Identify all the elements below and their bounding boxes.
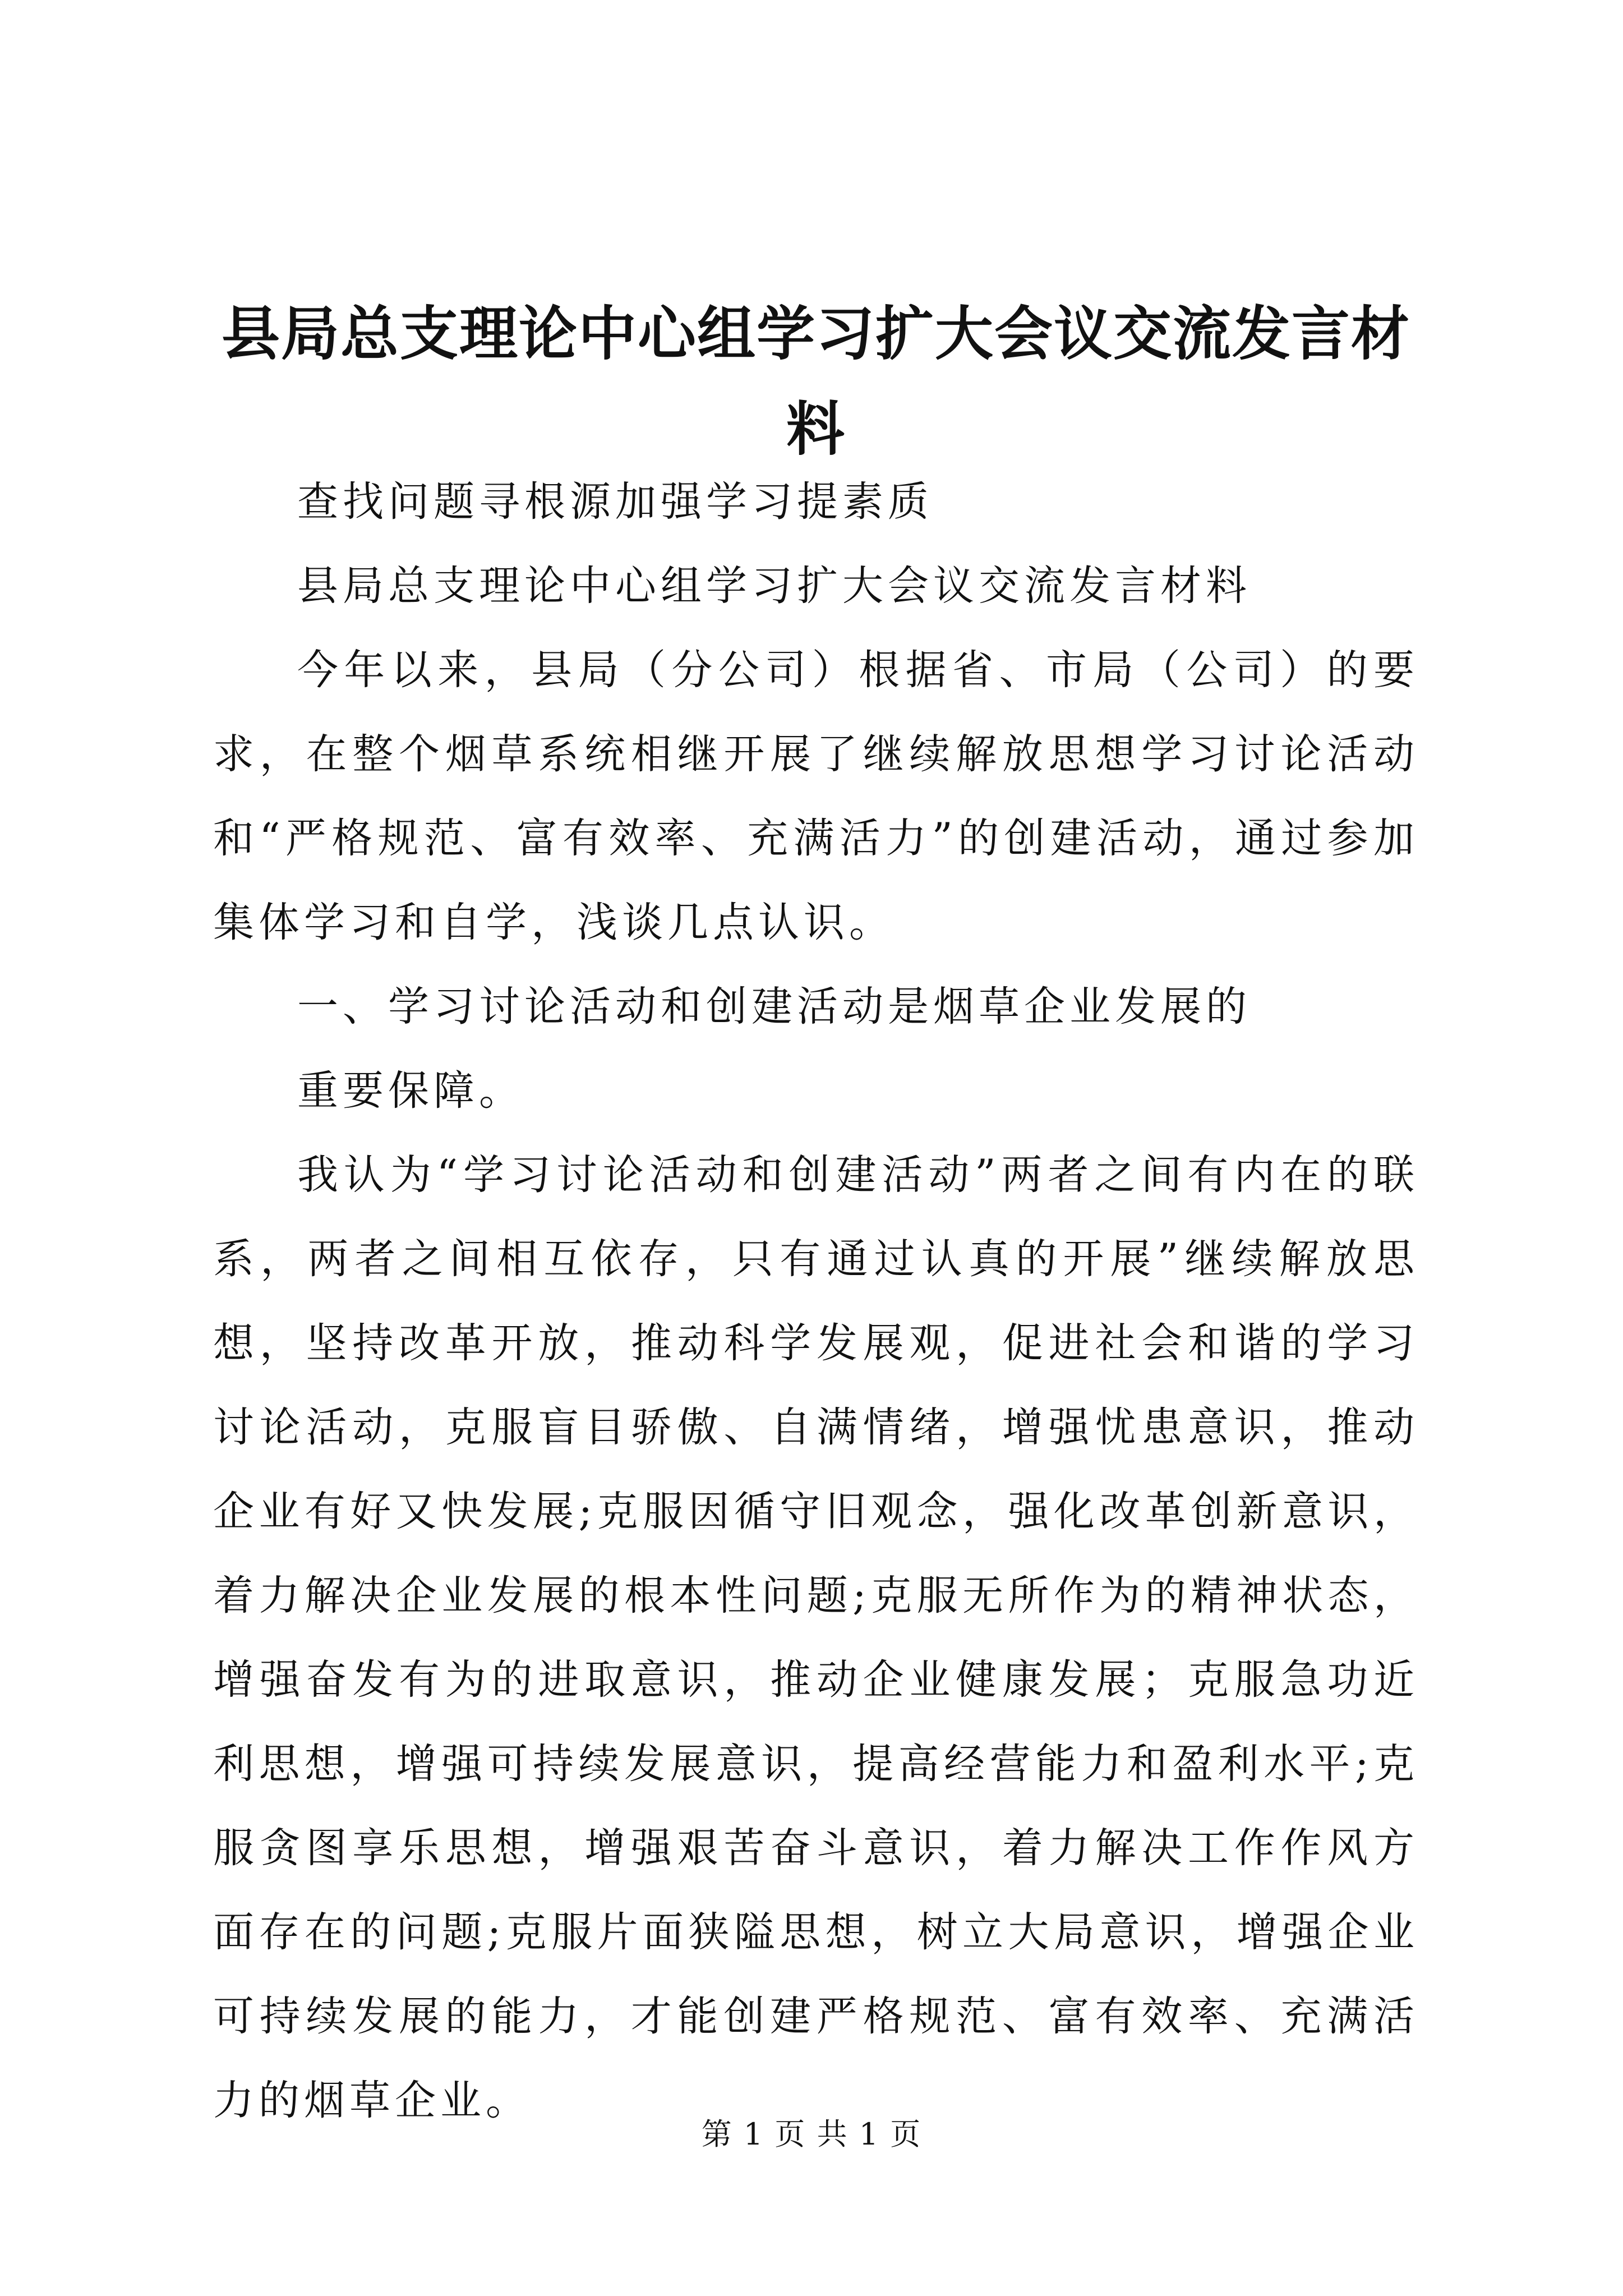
document-title: 县局总支理论中心组学习扩大会议交流发言材料 xyxy=(221,299,1410,463)
repeated-title-paragraph: 县局总支理论中心组学习扩大会议交流发言材料 xyxy=(297,562,1251,610)
main-paragraph: 我认为“学习讨论活动和创建活动”两者之间有内在的联系，两者之间相互依存，只有通过认真的开展”继续解放思想，坚持改革开放，推动科学发展观，促进社会和谐的学习讨论活动，克服盲目骄傲、自满情绪，增强忧患意识，推动企业有好又快发展;克服因循守旧观念，强化改革创新意识，着力解决企业发展的根本性问题;克服无所作为的精神状态，增强奋发有为的进取意识，推动企业健康发展；克服急功近利思想，增强可持续发展意识，提高经营能力和盈利水平;克服贪图享乐思想，增强艰苦奋斗意识，着力解决工作作风方面存在的问题;克服片面狭隘思想，树立大局意识，增强企业可持续发展的能力，才能创建严格规范、富有效率、充满活力的烟草企业。 xyxy=(213,1151,1419,2124)
page-footer: 第 1 页 共 1 页 xyxy=(701,2116,922,2152)
section-heading-line-2: 重要保障。 xyxy=(297,1067,524,1115)
section-heading-line-1: 一、学习讨论活动和创建活动是烟草企业发展的 xyxy=(297,983,1251,1030)
intro-paragraph: 今年以来，县局（分公司）根据省、市局（公司）的要求，在整个烟草系统相继开展了继续解放思想学习讨论活动和“严格规范、富有效率、充满活力”的创建活动，通过参加集体学习和自学，浅谈几点认识。 xyxy=(213,646,1419,946)
subtitle-paragraph: 查找问题寻根源加强学习提素质 xyxy=(297,478,933,526)
document-body xyxy=(213,460,1419,2143)
